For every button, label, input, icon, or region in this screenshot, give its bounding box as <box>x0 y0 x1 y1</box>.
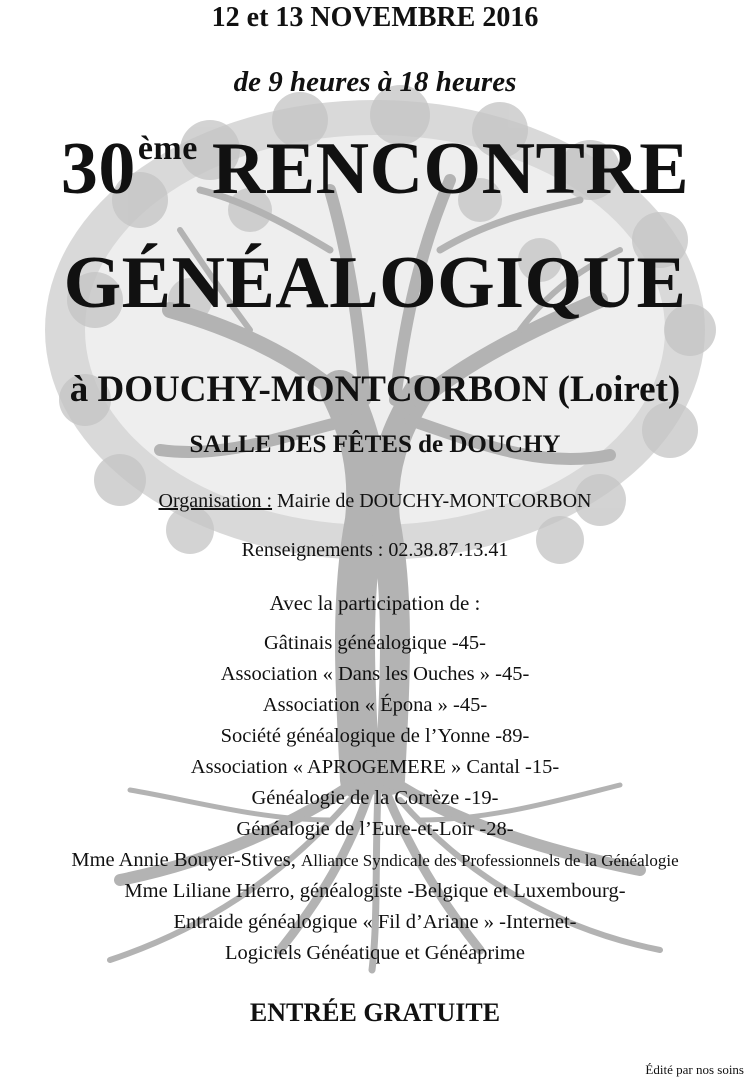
participant-item: Association « Épona » -45- <box>262 694 488 716</box>
participant-item: Logiciels Généatique et Généaprime <box>225 942 525 964</box>
title-word-rencontre: RENCONTRE <box>211 128 690 210</box>
participant-item: Généalogie de la Corrèze -19- <box>251 787 499 809</box>
participant-bouyer-org: Alliance Syndicale des Professionnels de la Généalogie <box>300 851 679 870</box>
participant-item: Société généalogique de l’Yonne -89- <box>220 725 530 747</box>
organisation-value: Mairie de DOUCHY-MONTCORBON <box>277 490 592 512</box>
publisher-note: Édité par nos soins <box>645 1062 744 1077</box>
participation-intro: Avec la participation de : <box>269 591 481 615</box>
participant-item: Mme Liliane Hierro, généalogiste -Belgique et Luxembourg- <box>124 880 626 902</box>
participant-item-bouyer <box>0 849 750 872</box>
event-venue: SALLE DES FÊTES de DOUCHY <box>189 431 561 458</box>
title-ordinal-suffix: ème <box>137 130 198 167</box>
free-entry-banner: ENTRÉE GRATUITE <box>249 998 501 1027</box>
title-number: 30 <box>60 128 136 210</box>
participant-item: Association « APROGEMERE » Cantal -15- <box>190 756 560 778</box>
participant-item: Association « Dans les Ouches » -45- <box>220 663 530 685</box>
organisation-line <box>0 490 750 513</box>
event-hours: de 9 heures à 18 heures <box>233 66 517 98</box>
organisation-label: Organisation : <box>158 490 273 512</box>
title-line-2: GÉNÉALOGIQUE <box>63 242 687 324</box>
renseignements-line: Renseignements : 02.38.87.13.41 <box>241 539 509 561</box>
participant-item: Gâtinais généalogique -45- <box>263 632 486 654</box>
event-date: 12 et 13 NOVEMBRE 2016 <box>211 2 539 33</box>
participant-item: Entraide généalogique « Fil d’Ariane » -Internet- <box>173 911 577 933</box>
participant-item: Généalogie de l’Eure-et-Loir -28- <box>236 818 514 840</box>
title-line-1 <box>0 128 750 210</box>
event-location: à DOUCHY-MONTCORBON (Loiret) <box>69 369 681 410</box>
participant-bouyer-name: Mme Annie Bouyer-Stives, <box>71 849 296 871</box>
